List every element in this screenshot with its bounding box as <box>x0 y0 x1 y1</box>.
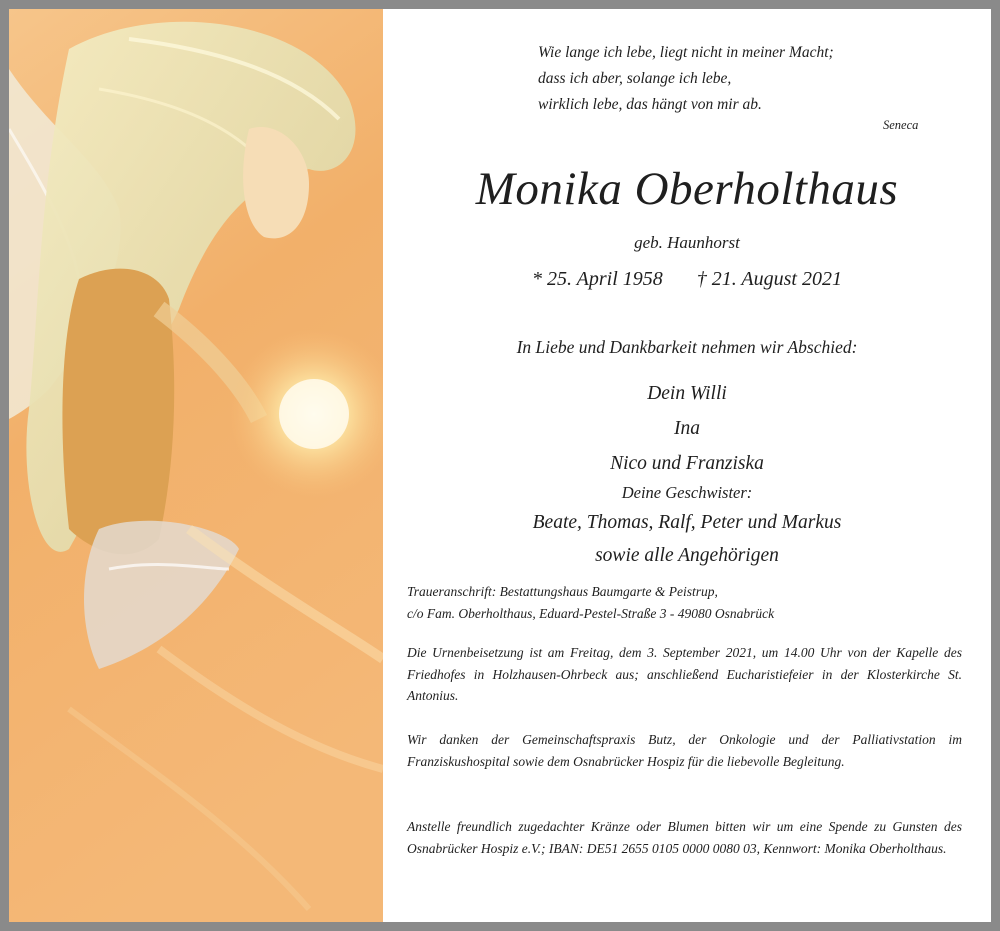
deceased-name: Monika Oberholthaus <box>475 163 899 215</box>
relatives-line: sowie alle Angehörigen <box>595 545 779 566</box>
notice-text <box>383 9 991 922</box>
thanks-paragraph: Wir danken der Gemeinschaftspraxis Butz, der Onkologie und der Palliativstation im Franziskushospital sowie dem Osnabrücker Hospiz für die liebevolle Begleitung. <box>407 732 962 769</box>
siblings-heading: Deine Geschwister: <box>621 483 753 502</box>
burial-notice: Die Urnenbeisetzung ist am Freitag, dem 3. September 2021, um 14.00 Uhr von der Kapelle des Friedhofes in Holzhausen-Ohrbeck aus; anschließend Eucharistiefeier in der Klosterkirche St. Antonius. <box>407 645 962 703</box>
mourner-name: Dein Willi <box>647 383 727 404</box>
quote-line: dass ich aber, solange ich lebe, <box>538 70 732 87</box>
siblings-names: Beate, Thomas, Ralf, Peter und Markus <box>532 512 842 533</box>
angel-painting <box>9 9 383 922</box>
birth-date: * 25. April 1958 <box>532 268 663 290</box>
mourning-address <box>407 581 962 624</box>
angel-painting-art <box>9 9 383 922</box>
quote-line: Wie lange ich lebe, liegt nicht in meiner Macht; <box>538 44 834 61</box>
quote-line: wirklich lebe, das hängt von mir ab. <box>538 96 762 113</box>
farewell-line: In Liebe und Dankbarkeit nehmen wir Abschied: <box>516 337 858 357</box>
quote-author: Seneca <box>883 118 919 132</box>
donation-paragraph: Anstelle freundlich zugedachter Kränze oder Blumen bitten wir um eine Spende zu Gunsten des Osnabrücker Hospiz e.V.; IBAN: DE51 2655 0105 0000 0080 03, Kennwort: Monika Oberholthaus. <box>407 819 962 856</box>
maiden-name: geb. Haunhorst <box>634 233 740 252</box>
address-line: Traueranschrift: Bestattungshaus Baumgarte & Peistrup, <box>407 584 718 599</box>
mourner-name: Ina <box>674 418 700 439</box>
death-date: † 21. August 2021 <box>696 268 842 290</box>
obituary-notice <box>9 9 991 922</box>
address-line: c/o Fam. Oberholthaus, Eduard-Pestel-Straße 3 - 49080 Osnabrück <box>407 605 775 621</box>
mourner-name: Nico und Franziska <box>610 453 764 474</box>
quote <box>538 40 968 132</box>
life-dates <box>383 268 991 291</box>
